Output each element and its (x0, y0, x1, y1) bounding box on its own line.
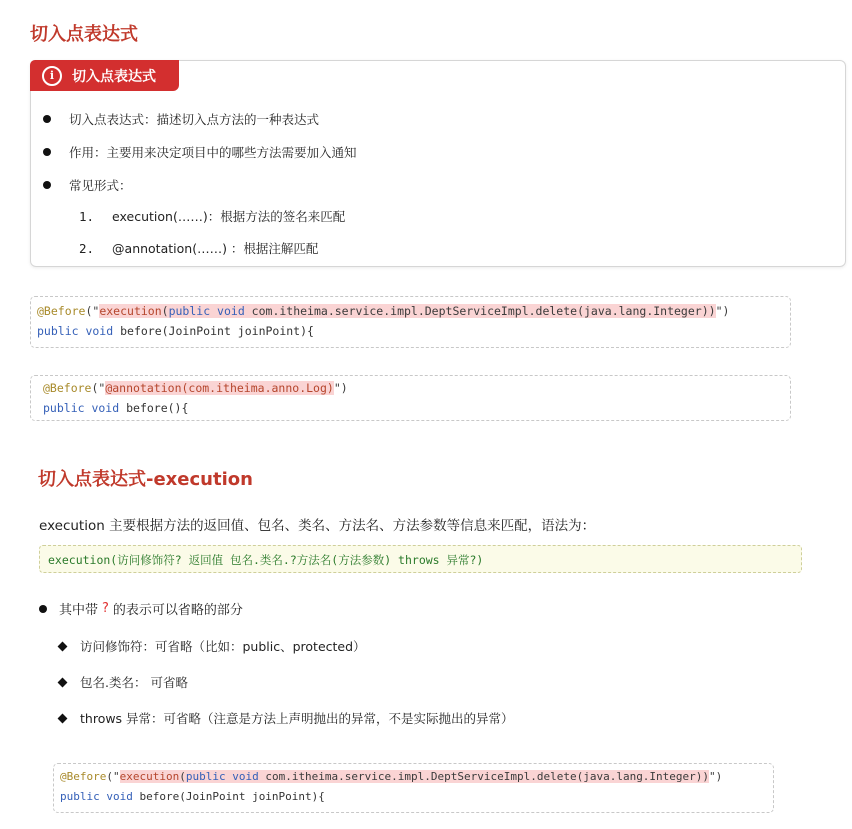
item-number: 1. (79, 209, 95, 224)
item-text: execution(……)：根据方法的签名来匹配 (112, 209, 346, 224)
method-signature: before(JoinPoint joinPoint){ (113, 324, 314, 338)
list-item-text: 常见形式： (69, 178, 132, 193)
list-item-text: 切入点表达式：描述切入点方法的一种表达式 (69, 112, 320, 127)
quote-close: ") (709, 770, 723, 783)
code-line-2 (37, 323, 314, 339)
quote-open: (" (85, 304, 100, 318)
keyword-token: public void (37, 324, 114, 338)
list-item (59, 709, 514, 727)
info-badge-label: 切入点表达式 (72, 68, 156, 85)
numbered-item (79, 239, 318, 257)
note-suffix: 的表示可以省略的部分 (112, 603, 243, 618)
item-number: 2. (79, 241, 95, 256)
keyword-token: public void (60, 790, 133, 803)
code-line-1 (43, 380, 348, 396)
list-item-text: 访问修饰符：可省略（比如：public、protected） (80, 639, 366, 654)
info-panel (30, 60, 846, 267)
optional-mark: ? (102, 601, 109, 616)
bullet-dot (39, 605, 47, 613)
keyword-token: public void (185, 770, 259, 783)
page-title: 切入点表达式 (30, 24, 138, 45)
quote-close: ") (333, 381, 348, 395)
list-item-text: throws 异常：可省略（注意是方法上声明抛出的异常，不是实际抛出的异常） (80, 711, 514, 726)
annotation-token: @Before (37, 304, 86, 318)
annotation-expression: @annotation(com.itheima.anno.Log) (105, 381, 334, 395)
paren: ( (179, 770, 186, 783)
list-item (59, 637, 366, 655)
numbered-item (79, 207, 345, 225)
signature-token: com.itheima.service.impl.DeptServiceImpl.delete(java.lang.Integer)) (244, 304, 716, 318)
code-line-2 (60, 789, 325, 805)
keyword-token: public void (43, 401, 120, 415)
info-badge (30, 60, 179, 91)
quote-open: (" (91, 381, 106, 395)
code-block-execution (30, 296, 791, 348)
code-line-1 (60, 769, 722, 785)
highlight-expression (120, 770, 709, 783)
execution-description: execution 主要根据方法的返回值、包名、类名、方法名、方法参数等信息来匹配，语法为： (39, 518, 596, 534)
diamond-bullet-icon (58, 641, 68, 651)
list-item-text: 包名.类名： 可省略 (80, 675, 188, 690)
fn-token: execution (99, 304, 162, 318)
list-item (59, 673, 188, 691)
paren: ( (161, 304, 169, 318)
info-icon: i (42, 66, 62, 86)
note-prefix: 其中带 (59, 603, 99, 618)
fn-token: execution (119, 770, 180, 783)
code-line-1 (37, 303, 729, 319)
method-signature: before(JoinPoint joinPoint){ (132, 790, 325, 803)
list-item (43, 143, 357, 161)
highlight-expression (99, 304, 715, 318)
syntax-text: execution(访问修饰符? 返回值 包名.类名.?方法名(方法参数) throws 异常?) (48, 553, 484, 567)
list-item-text: 作用：主要用来决定项目中的哪些方法需要加入通知 (69, 145, 357, 160)
item-text: @annotation(……) ：根据注解匹配 (112, 241, 319, 256)
quote-open: (" (106, 770, 120, 783)
diamond-bullet-icon (58, 677, 68, 687)
keyword-token: public void (168, 304, 245, 318)
optional-note (39, 599, 243, 618)
method-signature: before(){ (119, 401, 189, 415)
quote-close: ") (715, 304, 730, 318)
list-item (43, 110, 319, 128)
bullet-dot (43, 115, 51, 123)
code-line-2 (43, 400, 188, 416)
bullet-dot (43, 148, 51, 156)
highlight-expression (105, 381, 333, 395)
annotation-token: @Before (43, 381, 92, 395)
annotation-token: @Before (60, 770, 107, 783)
code-block-annotation (30, 375, 791, 421)
bullet-dot (43, 181, 51, 189)
code-block-execution-example (53, 763, 774, 813)
signature-token: com.itheima.service.impl.DeptServiceImpl.delete(java.lang.Integer)) (258, 770, 710, 783)
list-item (43, 176, 132, 194)
syntax-block (39, 545, 802, 573)
diamond-bullet-icon (58, 713, 68, 723)
section-title-execution: 切入点表达式-execution (38, 469, 253, 490)
